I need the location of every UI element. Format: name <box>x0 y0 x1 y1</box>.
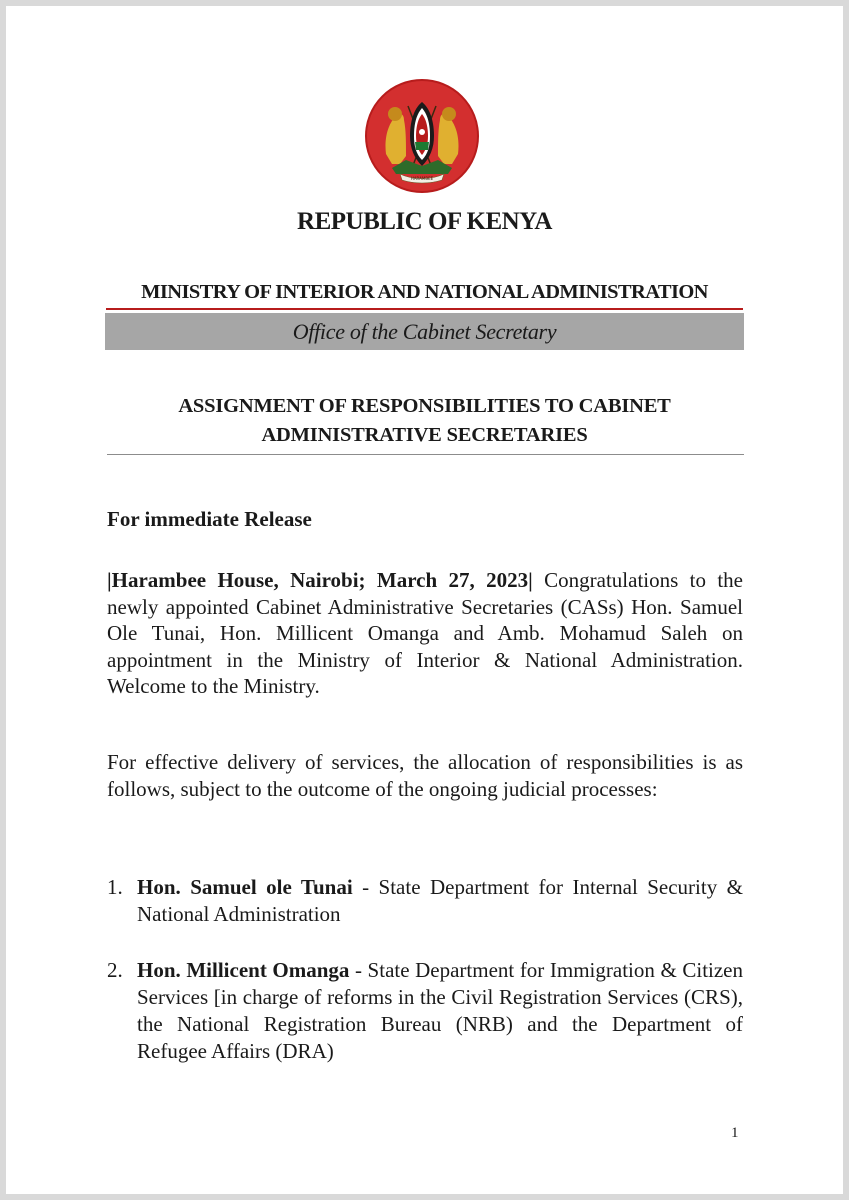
list-item-number: 2. <box>107 958 123 982</box>
document-title <box>100 392 749 450</box>
list-item <box>107 874 743 928</box>
red-divider <box>106 308 743 310</box>
list-item <box>107 957 743 1065</box>
office-banner <box>105 313 744 350</box>
seal-motto-text: HARAMBEE <box>410 176 434 181</box>
allocation-paragraph: For effective delivery of services, the allocation of responsibilities is as follows, subject to the outcome of the ongoing judicial processes: <box>107 750 743 801</box>
release-label: For immediate Release <box>107 507 312 531</box>
kenya-coat-of-arms-seal <box>362 76 482 196</box>
list-item-text: - State Department for Internal Security & National Administration <box>137 875 743 926</box>
list-item-text: - State Department for Immigration & Citizen Services [in charge of reforms in the Civil Registration Services (CRS), the National Registration Bureau (NRB) and the Department of Refugee Affairs (DRA) <box>137 958 744 1063</box>
page-number: 1 <box>731 1125 739 1141</box>
list-item-body <box>137 874 743 928</box>
document-title-line-2: ADMINISTRATIVE SECRETARIES <box>261 424 588 446</box>
republic-heading: REPUBLIC OF KENYA <box>297 208 552 235</box>
list-item-body <box>137 957 743 1065</box>
intro-paragraph-text: Congratulations to the newly appointed Cabinet Administrative Secretaries (CASs) Hon. Samuel Ole Tunai, Hon. Millicent Omanga and Amb. Mohamud Saleh on appointment in the Ministry of Interior & National Administration. Welcome to the Ministry. <box>107 568 743 698</box>
document-title-line-1: ASSIGNMENT OF RESPONSIBILITIES TO CABINET <box>178 395 671 417</box>
ministry-heading: MINISTRY OF INTERIOR AND NATIONAL ADMINISTRATION <box>141 281 708 303</box>
intro-paragraph <box>107 567 743 700</box>
list-item-name: Hon. Millicent Omanga <box>137 958 350 982</box>
location-date: |Harambee House, Nairobi; March 27, 2023| <box>107 568 533 592</box>
title-divider <box>107 454 744 455</box>
list-item-number: 1. <box>107 875 123 899</box>
list-item-name: Hon. Samuel ole Tunai <box>137 875 353 899</box>
office-title: Office of the Cabinet Secretary <box>292 318 557 344</box>
